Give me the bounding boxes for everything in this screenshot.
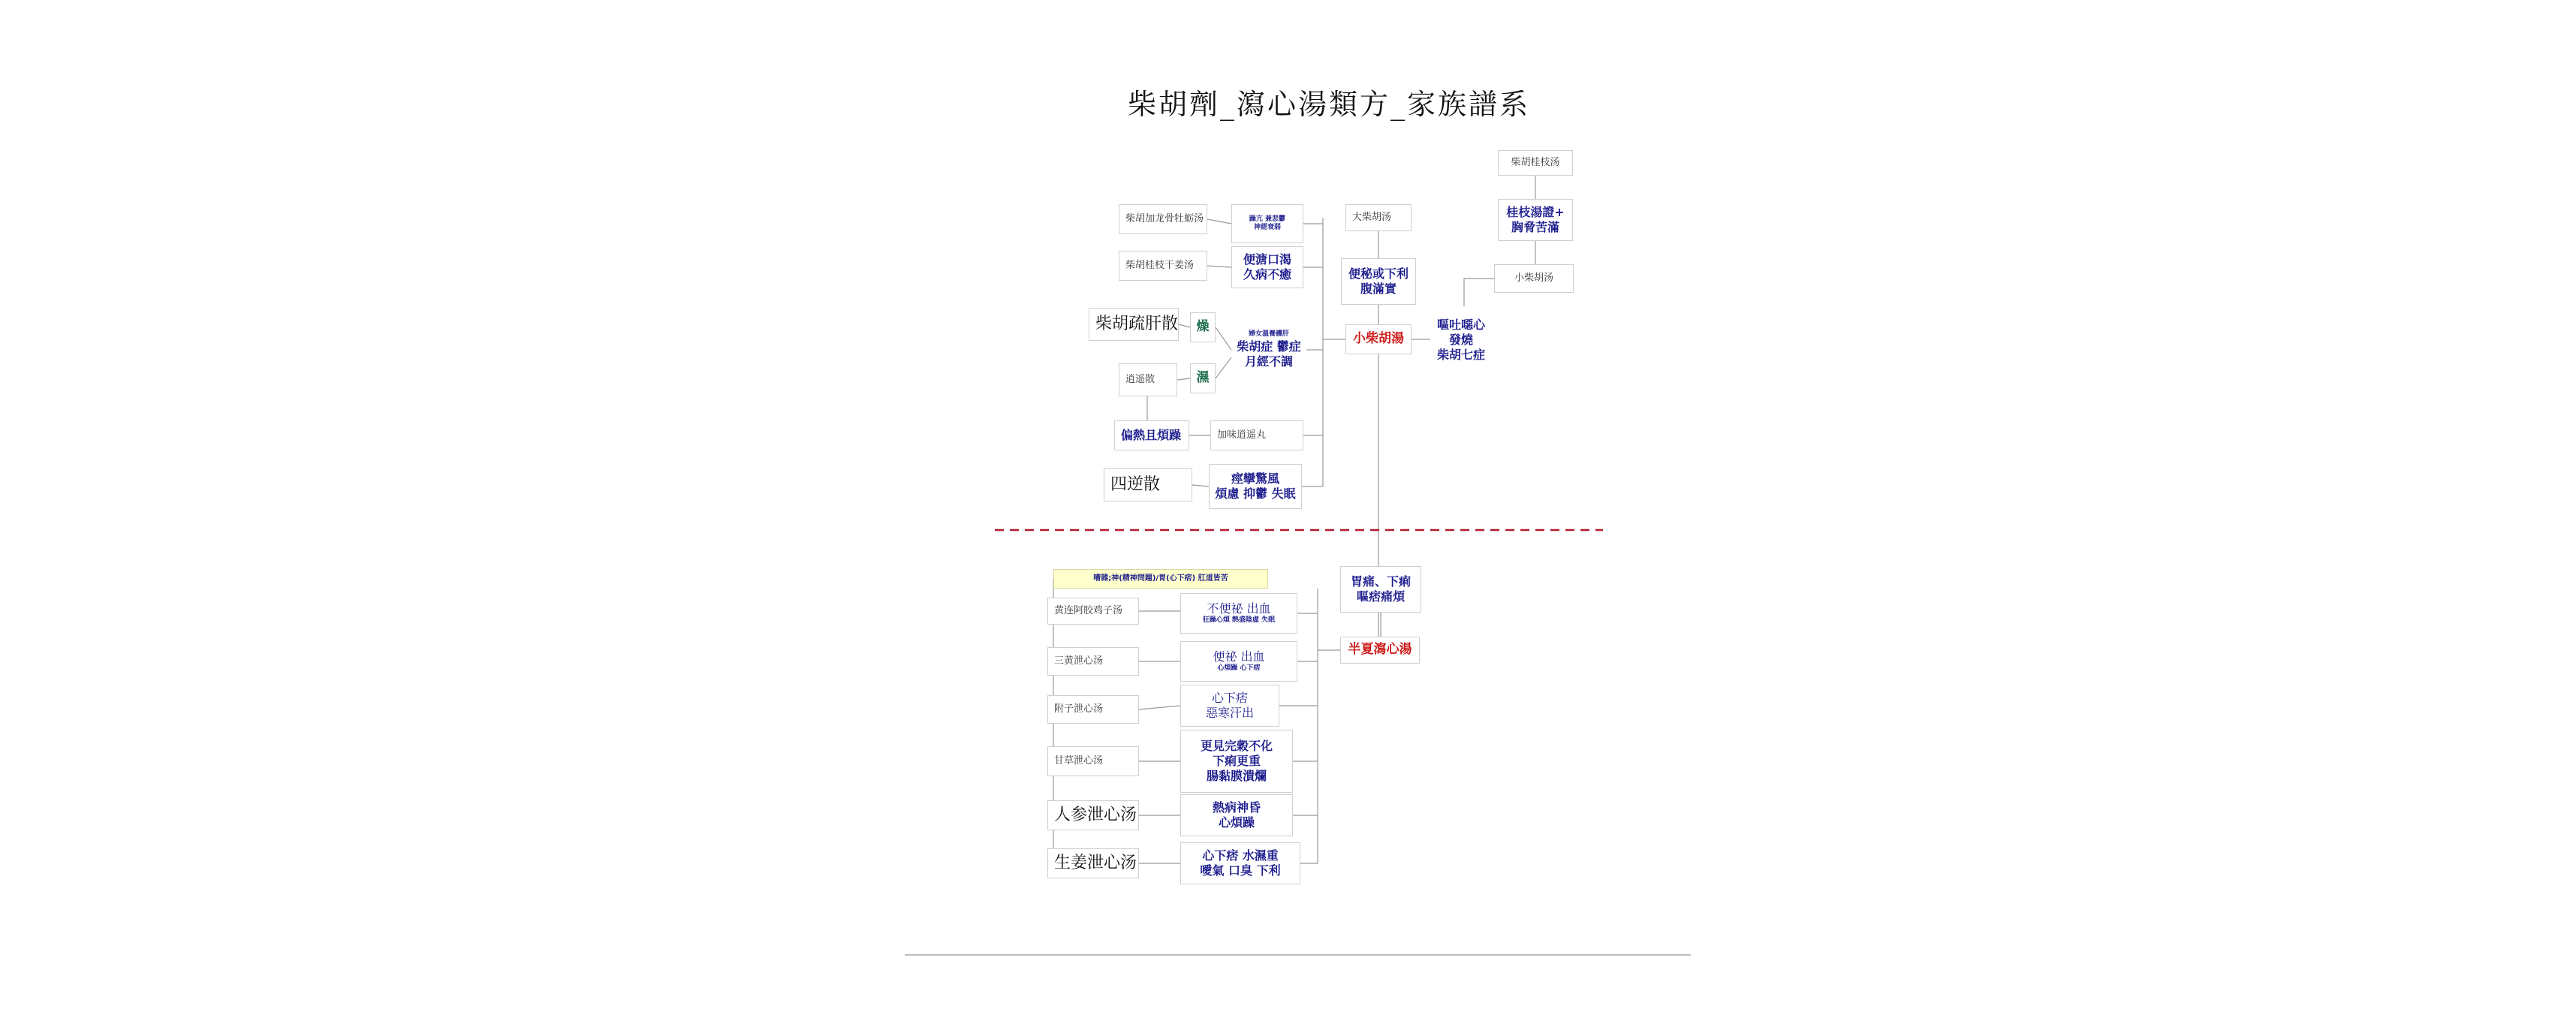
node-n13 [1190,312,1216,342]
edge-n10-n11 [1207,266,1231,267]
node-n04 [1430,306,1492,374]
node-label: 心下痞 [1211,691,1248,705]
node-n11 [1231,246,1303,288]
node-label: 胸脅苦滿 [1511,220,1559,234]
node-n21 [1053,569,1268,589]
node-label: 偏熱且煩躁 [1121,428,1182,442]
node-n23 [1180,593,1297,634]
node-label: 久病不癒 [1243,267,1291,282]
node-label: 嘔吐噁心 [1437,318,1486,332]
node-label: 痙攣驚風 [1231,471,1279,486]
node-label: 柴胡桂枝干姜汤 [1125,259,1195,271]
node-n06 [1341,258,1416,305]
edge-n03-n04 [1464,279,1494,306]
node-label: 惡寒汗出 [1205,706,1254,720]
node-n18 [1210,420,1303,450]
node-label: 發燒 [1448,333,1473,347]
node-n31 [1180,794,1293,836]
node-label: 月經不調 [1244,354,1293,369]
node-n35 [1340,637,1420,664]
node-label: 腹滿實 [1360,282,1396,296]
node-label: 燥 [1196,319,1210,335]
node-label: 下痢更重 [1212,754,1261,768]
node-label: 便溏口渴 [1243,252,1291,267]
node-n14 [1231,320,1306,380]
edge-n19-n20 [1192,485,1209,486]
node-label: 逍遥散 [1125,373,1155,385]
node-label: 半夏瀉心湯 [1348,642,1412,658]
node-label: 四逆散 [1110,475,1161,495]
node-label: 柴胡症 鬱症 [1237,339,1301,354]
node-label: 小柴胡湯 [1353,331,1404,347]
node-n30 [1047,800,1139,830]
node-label: 加味逍遥丸 [1217,429,1267,441]
node-n02 [1498,199,1573,241]
edge-n15-n16 [1177,378,1190,380]
node-label: 婦女溫養護肝 [1248,330,1289,339]
node-n25 [1180,641,1297,682]
edge-n13-n14 [1216,327,1231,350]
node-n17 [1114,420,1189,450]
node-n03 [1494,264,1574,293]
edge-n26-n27 [1139,706,1180,709]
node-n09 [1231,204,1303,243]
node-label: 嘔痞痛煩 [1356,589,1405,604]
node-label: 胃痛、下痢 [1350,574,1411,589]
node-n26 [1047,695,1139,724]
node-label: 柴胡疏肝散 [1095,315,1179,334]
node-label: 躁亢 兼悲鬱 [1249,215,1286,223]
node-n19 [1104,468,1192,501]
edge-n16-n14 [1216,357,1231,378]
node-label: 甘草泄心汤 [1054,754,1104,767]
node-label: 噯氣 口臭 下利 [1200,863,1281,878]
node-n33 [1180,842,1300,884]
node-label: 更見完穀不化 [1200,739,1273,753]
node-n24 [1047,647,1139,676]
node-label: 桂枝湯證+ [1506,205,1565,219]
node-label: 神經衰弱 [1253,224,1281,231]
node-label: 柴胡桂枝汤 [1511,156,1560,168]
edge-n12-n13 [1179,324,1190,327]
node-n34 [1340,566,1421,613]
node-label: 附子泄心汤 [1054,703,1104,715]
node-n08 [1119,204,1207,234]
node-n01 [1498,150,1573,176]
node-label: 三黄泄心汤 [1054,655,1104,667]
node-label: 小柴胡汤 [1514,272,1553,284]
node-n20 [1209,464,1302,509]
node-n22 [1047,598,1139,625]
node-n07 [1345,324,1412,354]
node-n27 [1180,685,1279,727]
node-label: 不便祕 出血 [1207,601,1271,616]
node-n16 [1190,363,1216,393]
node-n28 [1047,746,1139,776]
node-label: 黄连阿胶鸡子汤 [1054,604,1123,616]
node-label: 心煩躁 [1218,815,1255,830]
node-label: 熱病神昏 [1212,800,1261,815]
node-label: 柴胡七症 [1437,348,1486,362]
node-label: 心煩躁 心下痞 [1217,664,1261,673]
edge-n08-n09 [1207,219,1231,224]
node-label: 生姜泄心汤 [1054,854,1137,873]
node-label: 便祕 出血 [1213,649,1265,664]
node-label: 大柴胡汤 [1352,211,1392,223]
node-n05 [1345,204,1412,231]
node-n29 [1180,730,1293,793]
node-label: 人参泄心汤 [1054,806,1137,825]
diagram-title: 柴胡劑_瀉心湯類方_家族譜系 [1127,88,1530,121]
node-label: 煩慮 抑鬱 失眠 [1215,486,1296,501]
node-n12 [1089,308,1179,341]
node-label: 腸黏膜潰爛 [1206,769,1267,783]
node-n15 [1119,363,1177,396]
node-label: 便秘或下利 [1348,267,1409,281]
node-n10 [1119,251,1207,281]
node-n32 [1047,848,1139,878]
node-label: 嘈雜;神(精神問題)/胃(心下痞) 肛道皆苦 [1093,574,1228,583]
node-label: 狂躁心煩 熱盛陰虛 失眠 [1202,616,1276,625]
node-label: 心下痞 水濕重 [1202,848,1279,863]
node-label: 濕 [1196,370,1210,386]
node-label: 柴胡加龙骨牡蛎汤 [1125,212,1204,224]
